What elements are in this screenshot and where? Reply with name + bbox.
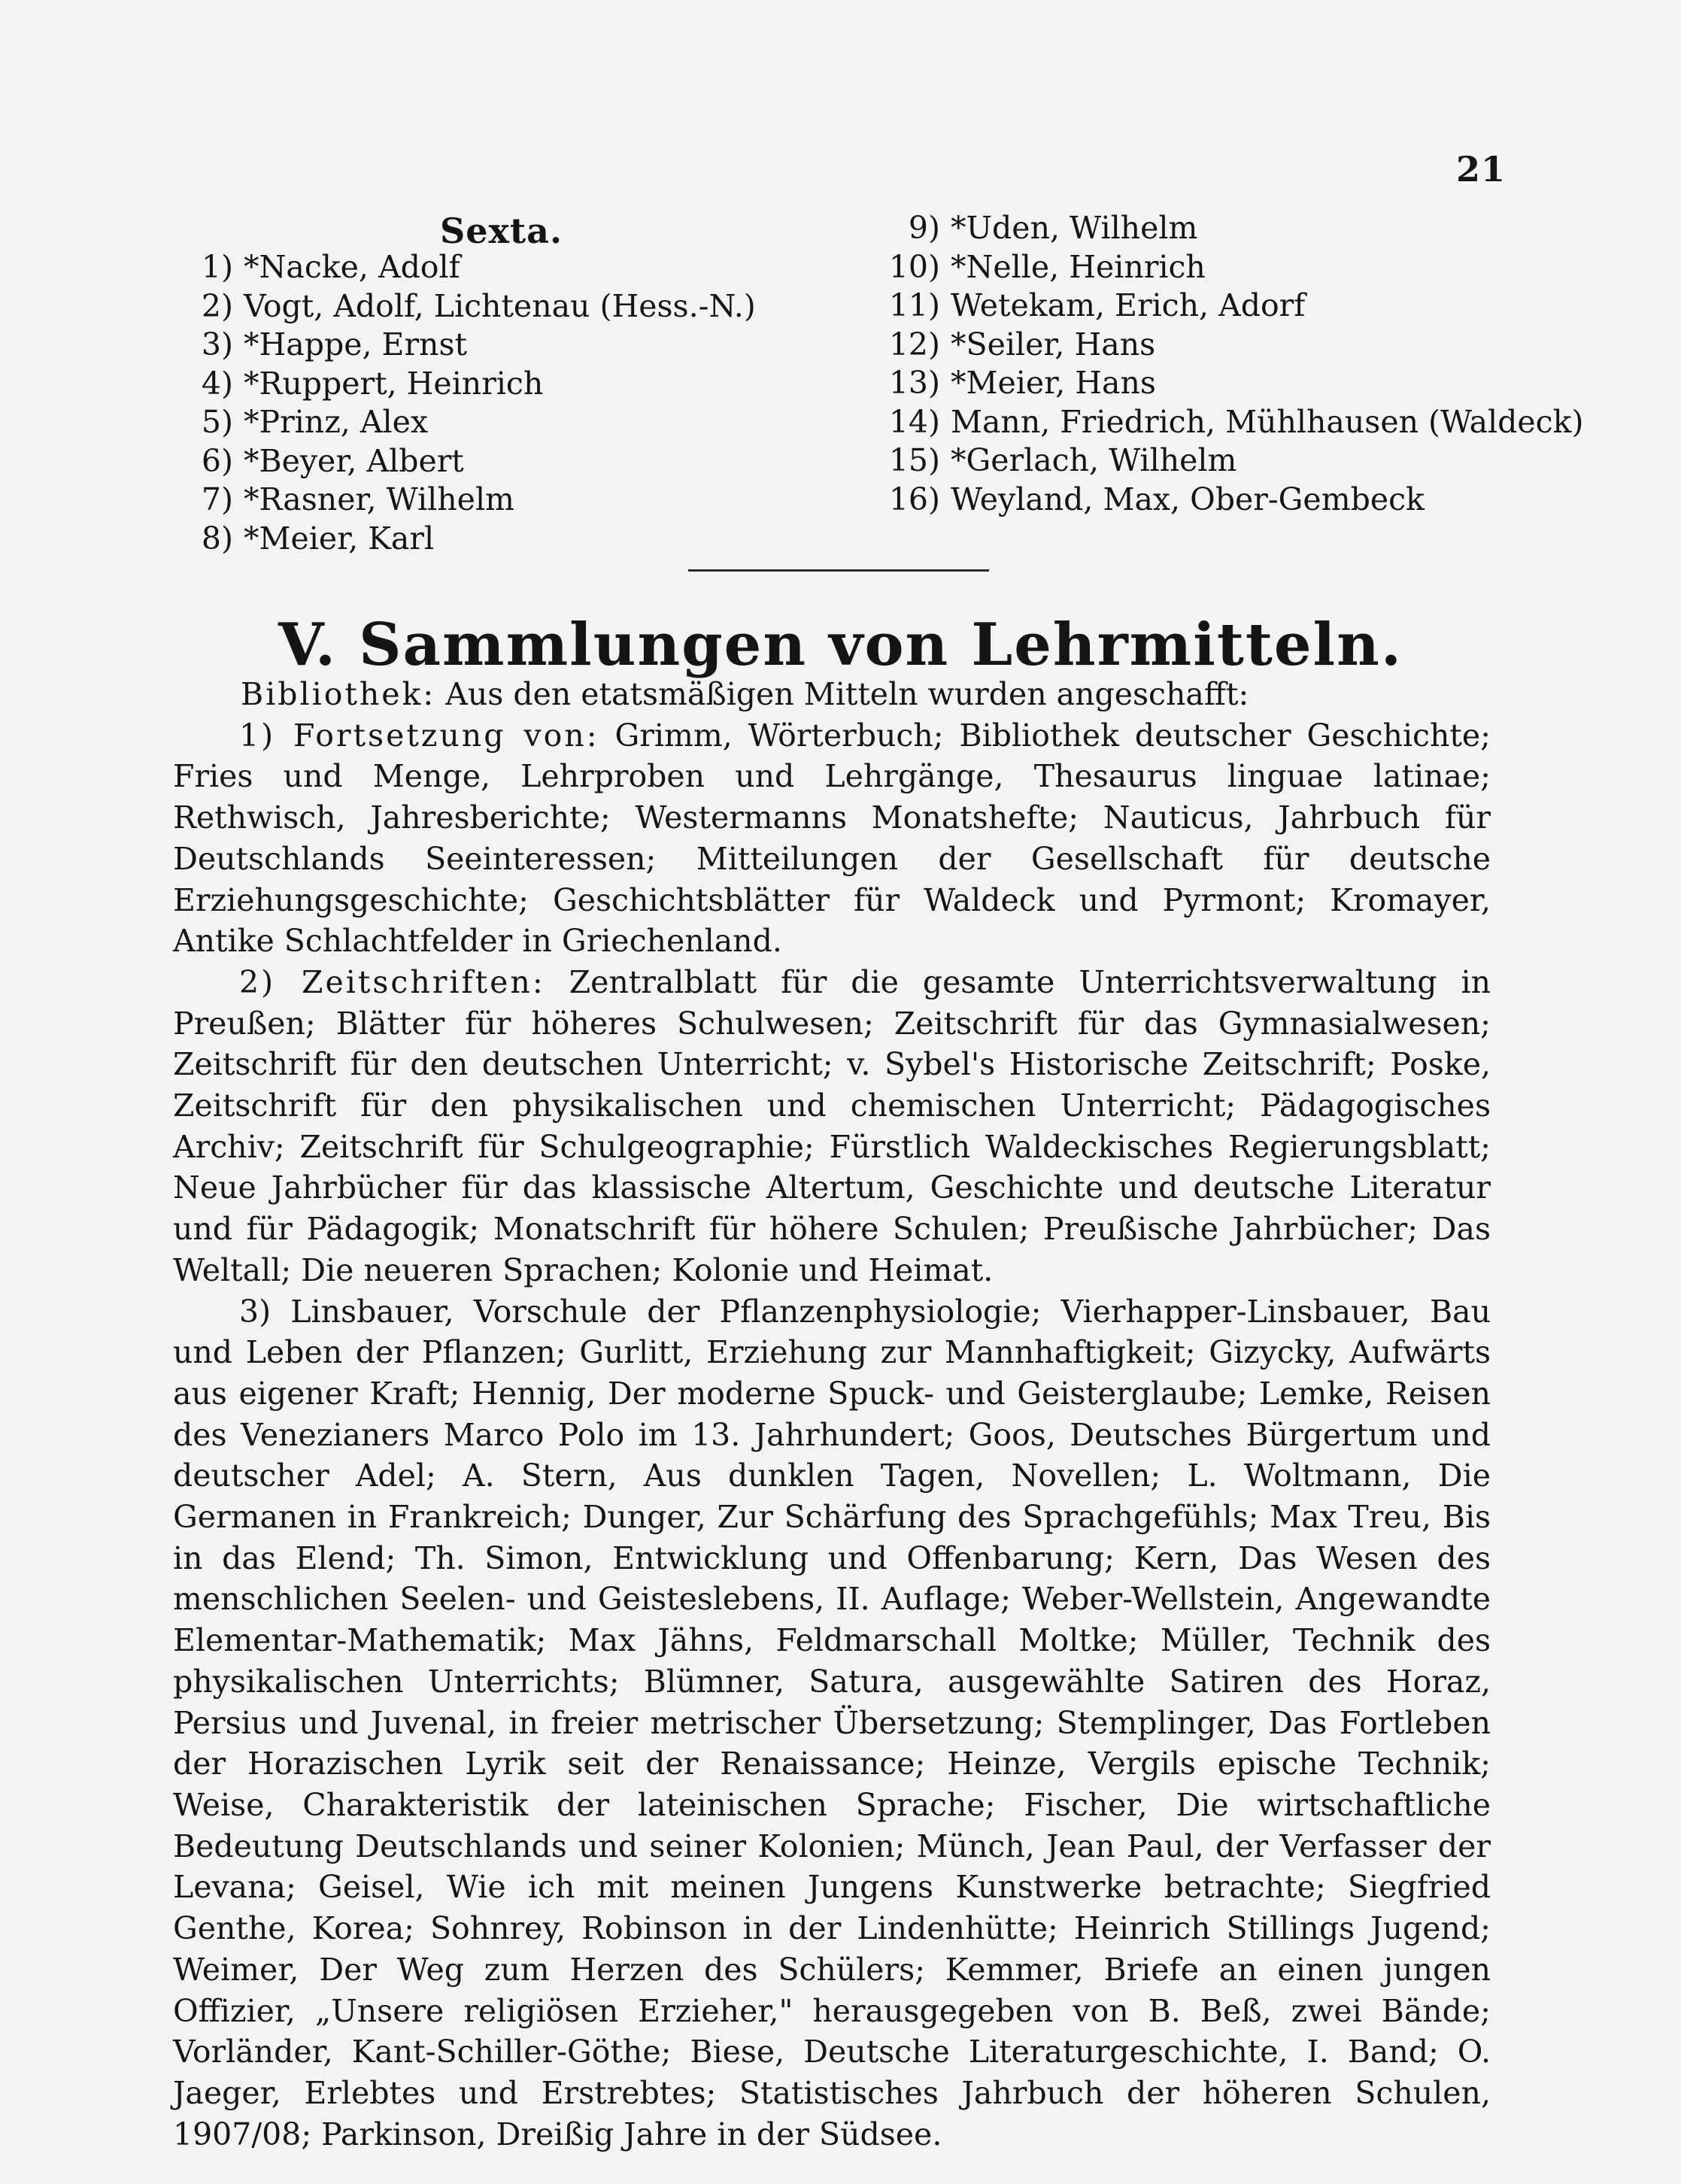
- list-number: 7): [201, 481, 233, 517]
- bibliothek-intro: [173, 674, 1491, 715]
- list-item: [173, 403, 756, 442]
- list-item: [865, 287, 1583, 326]
- list-number: 9): [908, 210, 940, 246]
- student-name: *Gerlach, Wilhelm: [951, 442, 1237, 478]
- list-item: [865, 481, 1583, 520]
- paragraph-1: [173, 715, 1491, 962]
- paragraph-1-label: 1) Fortsetzung von:: [239, 717, 599, 754]
- body-text: [173, 674, 1491, 2155]
- list-item: [173, 248, 756, 287]
- student-name: *Seiler, Hans: [951, 326, 1156, 362]
- student-name: *Meier, Hans: [951, 365, 1156, 401]
- list-item: [865, 441, 1583, 481]
- list-item: [865, 326, 1583, 365]
- list-item: [173, 442, 756, 481]
- list-item: [173, 287, 756, 326]
- student-name: Mann, Friedrich, Mühlhausen (Waldeck): [951, 403, 1584, 440]
- student-name: *Beyer, Albert: [244, 442, 464, 479]
- list-number: 3): [201, 326, 233, 362]
- list-number: 13): [888, 365, 940, 401]
- list-item: [173, 520, 756, 559]
- bibliothek-intro-text: Aus den etatsmäßigen Mitteln wurden angeschafft:: [445, 676, 1249, 712]
- list-number: 12): [888, 326, 940, 362]
- list-number: 10): [888, 248, 940, 285]
- list-item: [865, 364, 1583, 403]
- paragraph-2-label: 2) Zeitschriften:: [239, 963, 545, 1000]
- list-number: 15): [888, 442, 940, 478]
- list-item: [865, 209, 1583, 248]
- bibliothek-label: Bibliothek:: [241, 676, 436, 712]
- sexta-list-left: [173, 248, 756, 558]
- list-number: 2): [201, 287, 233, 324]
- paragraph-2: [173, 962, 1491, 1291]
- list-number: 8): [201, 520, 233, 557]
- list-number: 6): [201, 442, 233, 479]
- list-number: 5): [201, 404, 233, 440]
- student-name: Weyland, Max, Ober-Gembeck: [951, 481, 1425, 517]
- paragraph-2-text: Zentralblatt für die gesamte Unterrichtsverwaltung in Preußen; Blätter für höheres Schulwesen; Zeitschrift für das Gymnasialwesen; Zeitschrift für den deutschen Unterricht; v. Sybel's Historische Zeitschrift; Poske, Zeitschrift für den physikalischen und chemischen Unterricht; Pädagogisches Archiv; Zeitschrift für Schulgeographie; Fürstlich Waldeckisches Regierungsblatt; Neue Jahrbücher für das klassische Altertum, Geschichte und deutsche Literatur und für Pädagogik; Monatschrift für höhere Schulen; Preußische Jahrbücher; Das Weltall; Die neueren Sprachen; Kolonie und Heimat.: [173, 963, 1491, 1288]
- list-number: 14): [888, 403, 940, 440]
- student-name: *Nacke, Adolf: [244, 249, 460, 285]
- list-number: 11): [888, 287, 940, 323]
- list-item: [865, 403, 1583, 442]
- paragraph-3: 3) Linsbauer, Vorschule der Pflanzenphysiologie; Vierhapper-Linsbauer, Bau und Leben der Pflanzen; Gurlitt, Erziehung zur Mannhaftigkeit; Gizycky, Aufwärts aus eigener Kraft; Hennig, Der moderne Spuck- und Geisterglaube; Lemke, Reisen des Venezianers Marco Polo im 13. Jahrhundert; Goos, Deutsches Bürgertum und deutscher Adel; A. Stern, Aus dunklen Tagen, Novellen; L. Woltmann, Die Germanen in Frankreich; Dunger, Zur Schärfung des Sprachgefühls; Max Treu, Bis in das Elend; Th. Simon, Entwicklung und Offenbarung; Kern, Das Wesen des menschlichen Seelen- und Geisteslebens, II. Auflage; Weber-Wellstein, Angewandte Elementar-Mathematik; Max Jähns, Feldmarschall Moltke; Müller, Technik des physikalischen Unterrichts; Blümner, Satura, ausgewählte Satiren des Horaz, Persius und Juvenal, in freier metrischer Übersetzung; Stemplinger, Das Fortleben der Horazischen Lyrik seit der Renaissance; Heinze, Vergils epische Technik; Weise, Charakteristik der lateinischen Sprache; Fischer, Die wirtschaftliche Bedeutung Deutschlands und seiner Kolonien; Münch, Jean Paul, der Verfasser der Levana; Geisel, Wie ich mit meinen Jungens Kunstwerke betrachte; Siegfried Genthe, Korea; Sohnrey, Robinson in der Lindenhütte; Heinrich Stillings Jugend; Weimer, Der Weg zum Herzen des Schülers; Kemmer, Briefe an einen jungen Offizier, „Unsere religiösen Erzieher," herausgegeben von B. Beß, zwei Bände; Vorländer, Kant-Schiller-Göthe; Biese, Deutsche Literaturgeschichte, I. Band; O. Jaeger, Erlebtes und Erstrebtes; Statistisches Jahrbuch der höheren Schulen, 1907/08; Parkinson, Dreißig Jahre in der Südsee.: [173, 1293, 1491, 2152]
- list-number: 16): [888, 481, 940, 517]
- sexta-list-right: [865, 209, 1583, 519]
- list-item: [173, 365, 756, 404]
- student-name: *Nelle, Heinrich: [951, 248, 1206, 285]
- sexta-heading: Sexta.: [440, 211, 563, 251]
- student-name: *Rasner, Wilhelm: [244, 481, 514, 517]
- list-item: [865, 248, 1583, 287]
- student-name: *Uden, Wilhelm: [951, 210, 1198, 246]
- page-number: 21: [1456, 149, 1507, 190]
- student-name: *Happe, Ernst: [244, 326, 467, 362]
- student-name: Vogt, Adolf, Lichtenau (Hess.-N.): [244, 287, 756, 324]
- list-number: 1): [201, 249, 233, 285]
- student-name: Wetekam, Erich, Adorf: [951, 287, 1306, 323]
- list-number: 4): [201, 365, 233, 402]
- student-name: *Ruppert, Heinrich: [244, 365, 544, 402]
- section-heading: V. Sammlungen von Lehrmitteln.: [278, 611, 1403, 679]
- list-item: [173, 326, 756, 365]
- student-name: *Prinz, Alex: [244, 404, 428, 440]
- student-name: *Meier, Karl: [244, 520, 435, 557]
- list-item: [173, 481, 756, 520]
- paragraph-1-text: Grimm, Wörterbuch; Bibliothek deutscher Geschichte; Fries und Menge, Lehrproben und Lehrgänge, Thesaurus linguae latinae; Rethwisch, Jahresberichte; Westermanns Monatshefte; Nauticus, Jahrbuch für Deutschlands Seeinteressen; Mitteilungen der Gesellschaft für deutsche Erziehungsgeschichte; Geschichtsblätter für Waldeck und Pyrmont; Kromayer, Antike Schlachtfelder in Griechenland.: [173, 717, 1491, 960]
- divider-rule: [688, 569, 989, 572]
